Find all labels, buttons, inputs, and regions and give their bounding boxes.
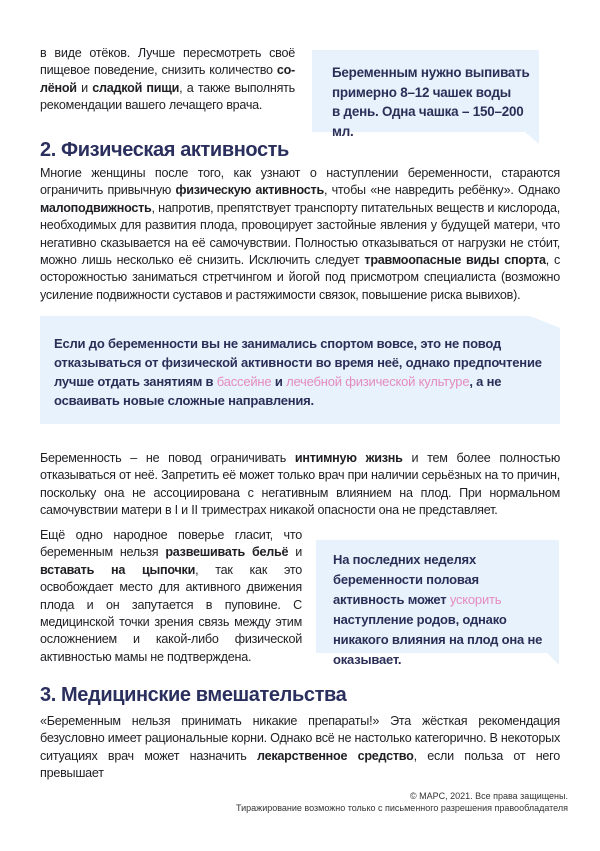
bold-text: интимную жизнь xyxy=(294,451,403,465)
text: и xyxy=(271,374,287,389)
text: «Беременным нельзя принимать никакие препараты!» Эта жёсткая рекомендация безусловно имеет рациональные корни. Однако всё не настолько категорично. В некоторых ситуациях врач может назначить xyxy=(40,714,560,763)
callout-water xyxy=(312,50,539,139)
bold-text: травмоопасные виды спорта xyxy=(364,253,546,268)
section-heading: 3. Медицинские вмешательства xyxy=(40,684,347,706)
intro-paragraph xyxy=(40,45,295,115)
bold-sweet: сладкой пищи xyxy=(92,80,180,95)
highlight-accelerate: ускорить xyxy=(449,592,502,607)
section-heading: 2. Физическая активность xyxy=(40,139,289,161)
section2-paragraph-1 xyxy=(40,165,560,304)
callout-text xyxy=(54,334,549,410)
text: , с осторожностью заниматься стретчингом и йогой под присмотром специалиста (возможно усиление подвижности суставов и растяжимости связок, повышение риска вывихов). xyxy=(40,253,560,302)
bold-text: вставать на цыпочки xyxy=(40,562,196,577)
text: и xyxy=(76,80,93,95)
text: , а также выполнять рекомендации вашего лечащего врача. xyxy=(40,80,295,113)
section2-paragraph-2 xyxy=(40,450,560,520)
text: , если польза от него превышает xyxy=(40,748,560,781)
text: , напротив, препятствует транспорту питательных веществ и кислорода, необходимых для развития плода, провоцирует застойные явления у будущей матери, что негативно сказывается на её самочувствии. Полностью отказываться от нагрузки не стóит, можно лишь несколько её снизить. Исключить следует xyxy=(40,200,560,268)
text: Ещё одно народное поверье гласит, что беременным нельзя xyxy=(40,528,302,560)
section2-paragraph-3 xyxy=(40,527,302,666)
text: Беременность – не повод ограничивать xyxy=(40,451,295,465)
bold-text: лекарственное средство xyxy=(256,748,414,763)
text: , так как это освобождает место для активного движения плода и он запутается в пуповине. С медицинской точки зрения связь между этим осложнением и какой-либо физической активностью мамы не подтверждена. xyxy=(40,562,303,664)
text: , чтобы «не навредить ребёнку». Однако xyxy=(323,183,560,198)
callout-labor xyxy=(316,540,559,667)
callout-sport xyxy=(40,328,560,424)
callout-line: в день. Одна чашка – 150–200 мл. xyxy=(332,104,524,139)
text: На последних неделях беременности половая активность может xyxy=(333,552,479,607)
highlight-physio: лечебной физической культуре xyxy=(286,374,470,389)
reproduction-notice: Тиражирование возможно только с письменного разрешения правообладателя xyxy=(236,803,568,813)
text: , а не осваивать новые сложные направления. xyxy=(54,374,502,408)
bold-text: малоподвижность xyxy=(40,200,152,215)
bold-text: развешивать бельё xyxy=(165,545,289,560)
callout-tab xyxy=(525,132,539,144)
text: наступление родов, однако никакого влияния на плод она не оказывает. xyxy=(333,612,543,667)
callout-tab xyxy=(530,316,560,328)
footer-copyright xyxy=(236,790,568,814)
bold-text: физическую активность xyxy=(175,183,324,198)
callout-text xyxy=(333,550,548,670)
text: и тем более полностью отказываться от неё. Запретить её может только врач при наличии серьёзных на то причин, поскольку она не ассоциирована с негативным влиянием на плод. При нормальном самочувствии матери в I и II триместрах никакой опасности она не представляет. xyxy=(40,451,561,518)
callout-tab xyxy=(547,653,559,665)
bold-salty: со-лёной xyxy=(40,63,295,95)
callout-line: примерно 8–12 чашек воды xyxy=(332,84,511,100)
section3-paragraph-1 xyxy=(40,713,560,783)
text: Если до беременности вы не занимались спортом вовсе, это не повод отказываться от физической активности во время неё, однако предпочтение лучше отдать занятиям в xyxy=(54,336,542,389)
callout-top-strip xyxy=(40,316,530,328)
text: и xyxy=(288,545,302,560)
text: в виде отёков. Лучше пересмотреть своё пищевое поведение, снизить количество xyxy=(40,46,295,78)
highlight-pool: бассейне xyxy=(216,374,272,389)
copyright-line: © МАРС, 2021. Все права защищены. xyxy=(410,791,568,801)
text: Многие женщины после того, как узнают о наступлении беременности, стараются ограничить привычную xyxy=(40,166,560,198)
callout-line: Беременным нужно выпивать xyxy=(332,65,530,80)
